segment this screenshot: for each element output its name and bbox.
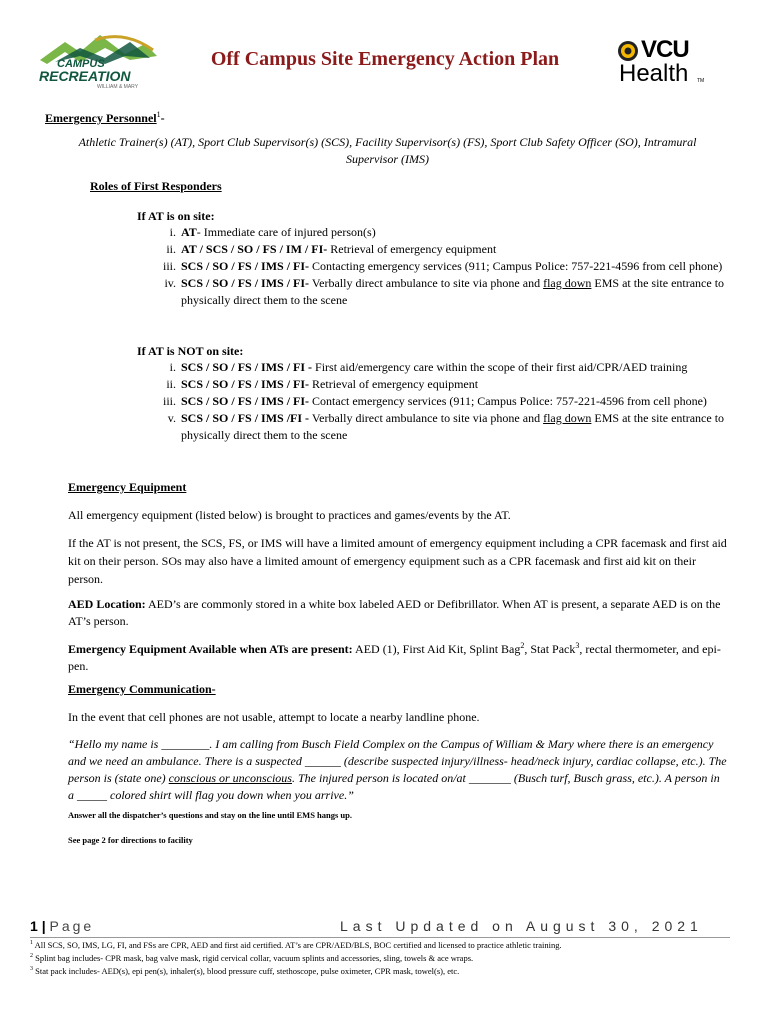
vcu-tm: TM xyxy=(697,78,705,84)
logo-line1: CAMPUS xyxy=(57,58,105,70)
list-item: i. AT- Immediate care of injured person(s) xyxy=(169,225,376,239)
not-on-site-heading: If AT is NOT on site: xyxy=(137,344,244,358)
list-item: iii. SCS / SO / FS / IMS / FI- Contacting emergency services (911; Campus Police: 757-221-4596 from cell phone) xyxy=(162,259,723,273)
dispatcher-note: Answer all the dispatcher’s questions and stay on the line until EMS hangs up. xyxy=(68,810,353,820)
vcu-seal-icon xyxy=(617,40,639,62)
personnel-heading: Emergency Personnel$^1$- xyxy=(45,110,165,125)
footnote: $^3$ Stat pack includes- AED(s), epi pen(s), inhaler(s), blood pressure cuff, stethoscope, pulse oximeter, CPR mask, towel(s), etc. xyxy=(30,965,460,976)
on-site-heading: If AT is on site: xyxy=(137,209,215,223)
on-site-list xyxy=(136,224,726,309)
aed-location: AED Location: AED’s are commonly stored in a white box labeled AED or Defibrillator. When AT is present, a separate AED is on the AT’s person. xyxy=(68,597,721,628)
page-number: 1 | Page xyxy=(30,918,95,934)
list-item: v. SCS / SO / FS / IMS /FI - Verbally direct ambulance to site via phone and flag down EMS at the site entrance to physically direct them to the scene xyxy=(167,411,725,442)
equipment-available: Emergency Equipment Available when ATs are present: AED (1), First Aid Kit, Splint Bag$^2$, Stat Pack$^3$, rectal thermometer, and epi-pen. xyxy=(68,641,721,673)
last-updated: Last Updated on August 30, 2021 xyxy=(340,918,703,934)
equipment-heading: Emergency Equipment xyxy=(68,480,187,494)
not-on-site-list xyxy=(136,359,726,444)
list-item: i. SCS / SO / FS / IMS / FI - First aid/emergency care within the scope of their first aid/CPR/AED training xyxy=(169,360,688,374)
logo-line3: WILLIAM & MARY xyxy=(97,84,139,90)
vcu-brand: VCU xyxy=(641,36,689,63)
page-title: Off Campus Site Emergency Action Plan xyxy=(210,48,560,70)
list-item: iv. SCS / SO / FS / IMS / FI- Verbally direct ambulance to site via phone and flag down EMS at the site entrance to physically direct them to the scene xyxy=(164,276,725,307)
equipment-p2: If the AT is not present, the SCS, FS, or IMS will have a limited amount of emergency equipment including a CPR facemask and first aid kit on their person. SOs may also have a limited amount of emergency equipment such as a CPR facemask and first aid kit on their person. xyxy=(68,536,727,586)
list-item: ii. AT / SCS / SO / FS / IM / FI- Retrieval of emergency equipment xyxy=(166,242,497,256)
communication-script: “Hello my name is ________. I am calling from Busch Field Complex on the Campus of William & Mary where there is an emergency and we need an ambulance. There is a suspected ______ (describe suspected injury/illness- head/neck injury, cardiac collapse, etc.). The person is (state one) conscious or unconscious. The injured person is located on/at _______ (Busch turf, Busch grass, etc.). A person in a _____ colored shirt will flag you down when you arrive.” xyxy=(68,737,727,802)
vcu-health-logo xyxy=(615,38,740,90)
footnote: $^1$ All SCS, SO, IMS, LG, FI, and FSs are CPR, AED and first aid certified. AT’s are CPR/AED/BLS, BOC certified and licensed to practice athletic training. xyxy=(30,939,562,950)
footnote: $^2$ Splint bag includes- CPR mask, bag valve mask, rigid cervical collar, vacuum splints and accessories, sling, towels & ace wraps. xyxy=(30,952,474,963)
equipment-p1: All emergency equipment (listed below) is brought to practices and games/events by the AT. xyxy=(68,508,511,522)
directions-note: See page 2 for directions to facility xyxy=(68,835,193,845)
communication-p1: In the event that cell phones are not usable, attempt to locate a nearby landline phone. xyxy=(68,710,480,724)
roles-heading: Roles of First Responders xyxy=(90,179,222,193)
communication-heading: Emergency Communication- xyxy=(68,682,216,696)
vcu-sub: Health xyxy=(619,60,689,87)
logo-line2: RECREATION xyxy=(39,68,131,84)
personnel-description: Athletic Trainer(s) (AT), Sport Club Supervisor(s) (SCS), Facility Supervisor(s) (FS), Sport Club Safety Officer (SO), Intramural Supervisor (IMS) xyxy=(78,135,697,166)
list-item: iii. SCS / SO / FS / IMS / FI- Contact emergency services (911; Campus Police: 757-221-4596 from cell phone) xyxy=(162,394,707,408)
list-item: ii. SCS / SO / FS / IMS / FI- Retrieval of emergency equipment xyxy=(166,377,479,391)
footnotes xyxy=(30,938,730,976)
